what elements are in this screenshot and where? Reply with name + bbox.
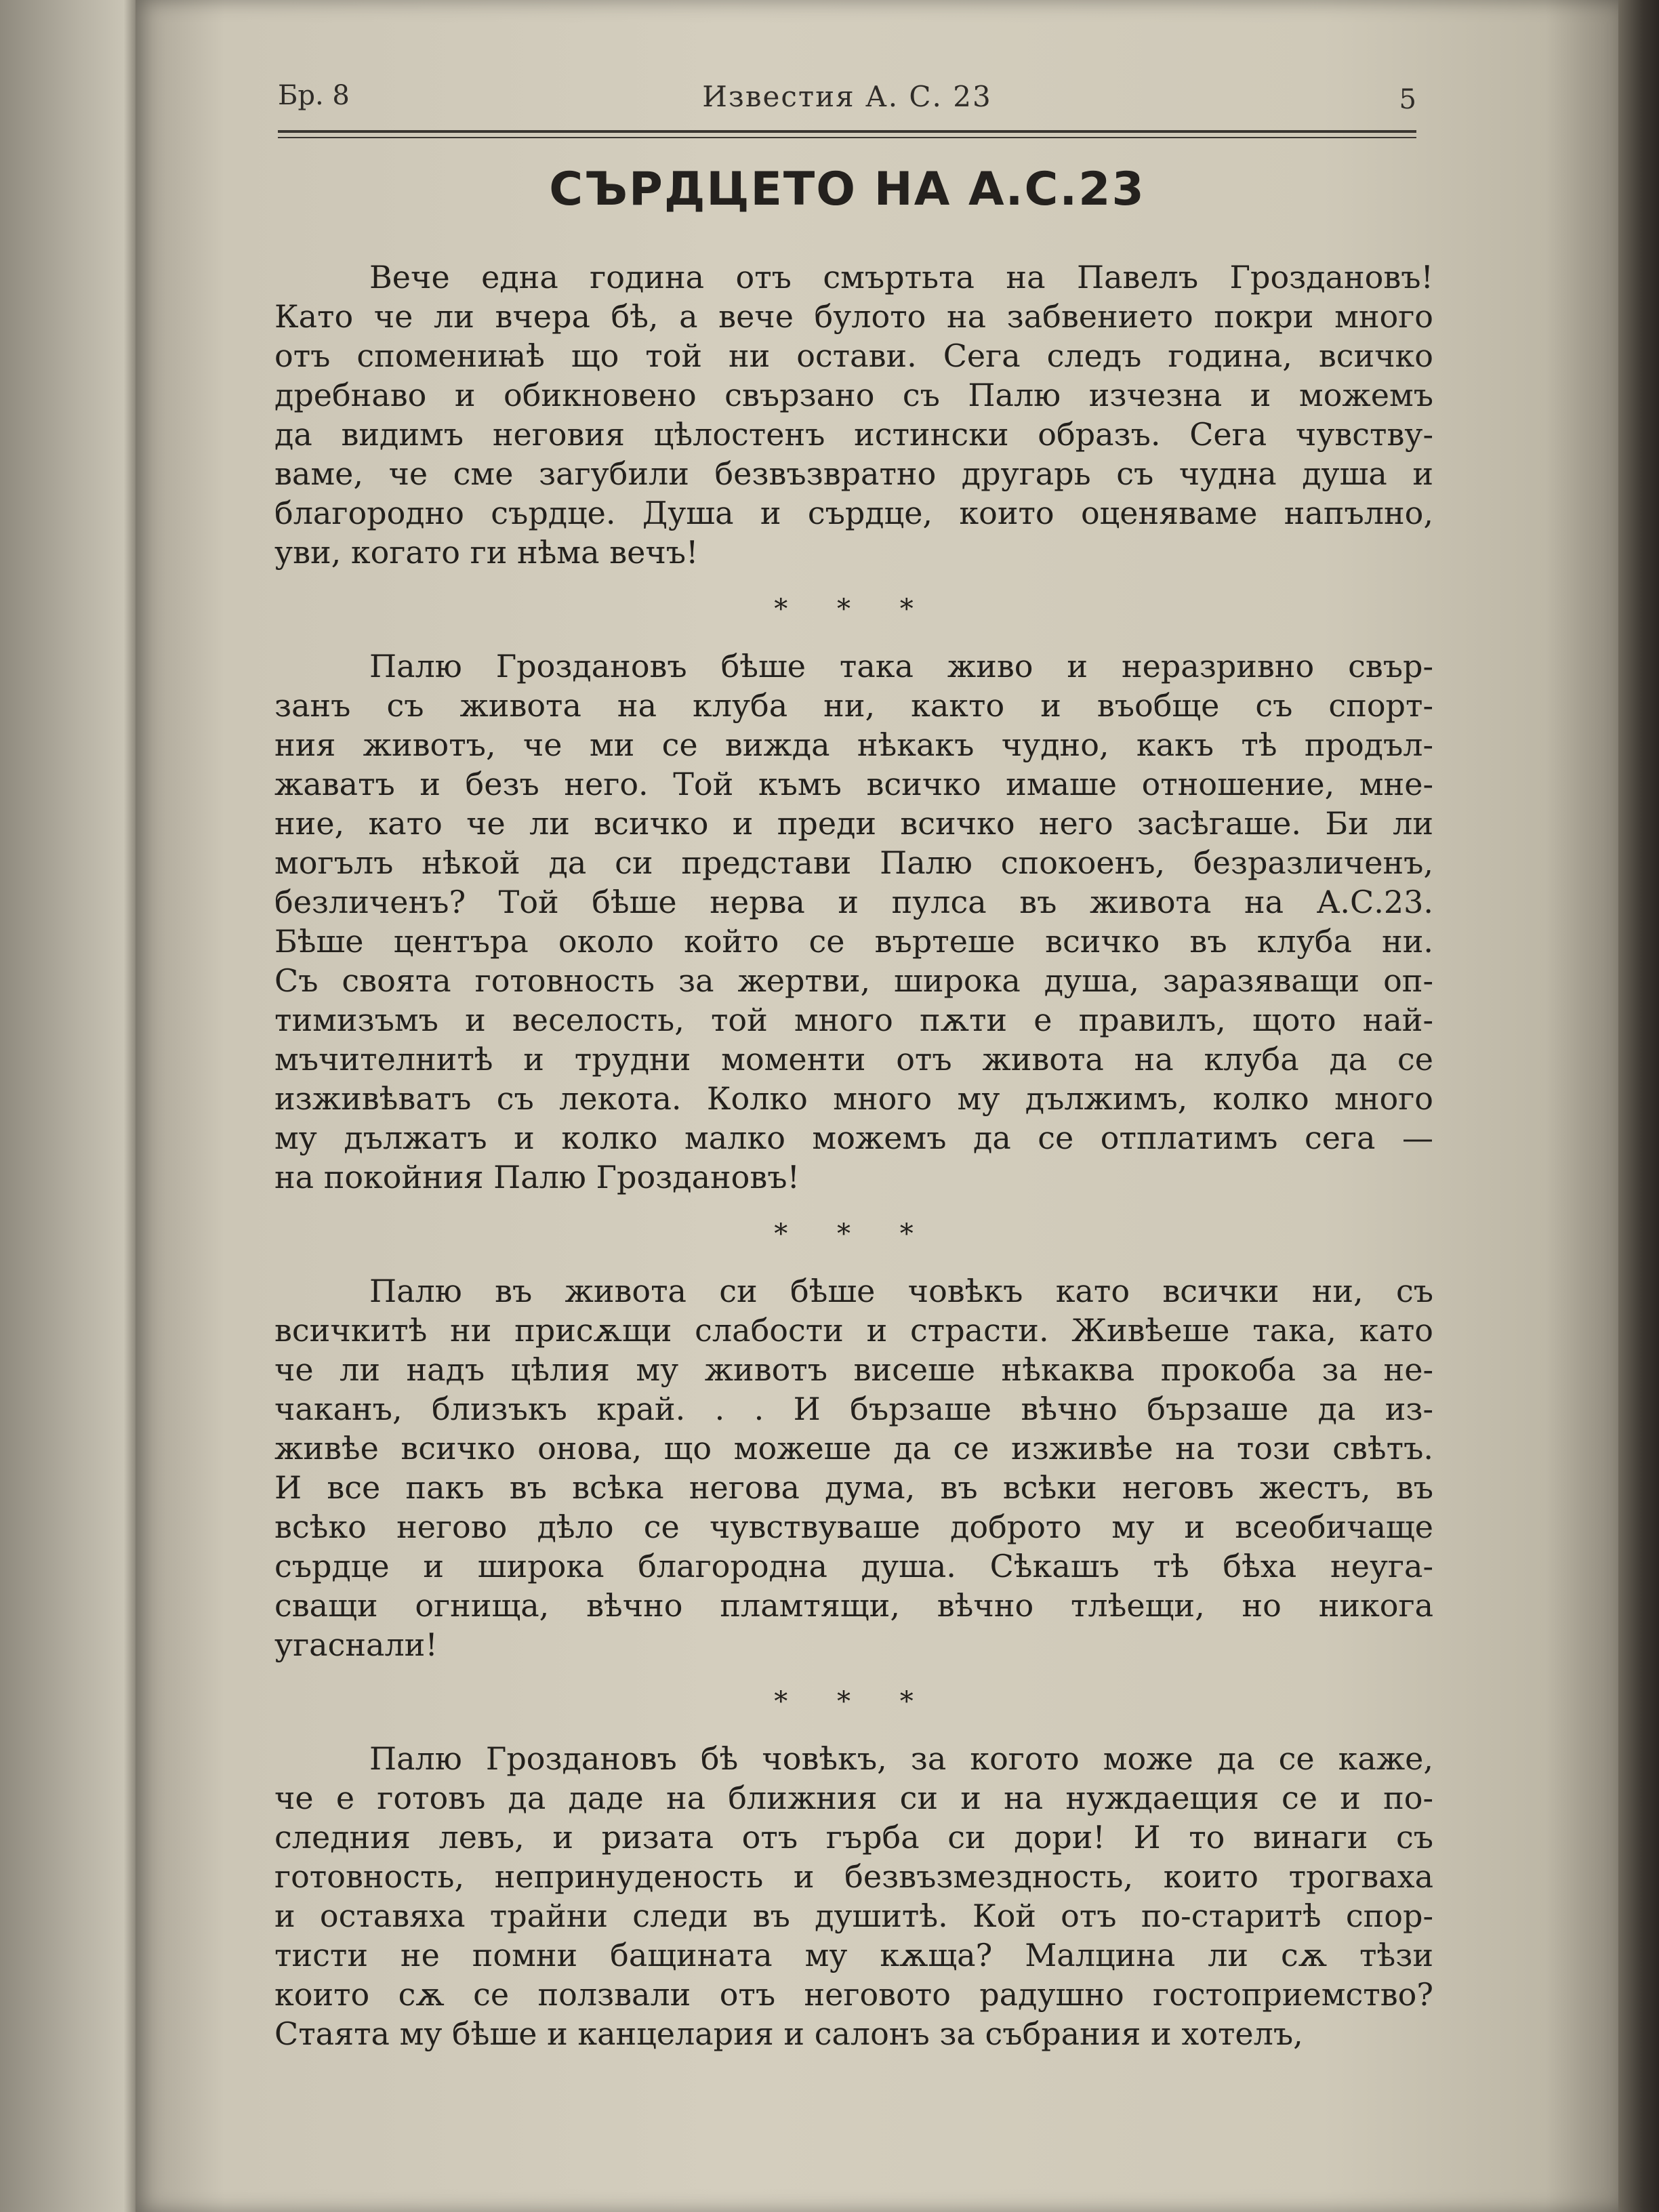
text-line: Вече една година отъ смъртьта на Павелъ Гроздановъ! [369,259,1433,295]
book-edge [1618,0,1659,2212]
text-line: да видимъ неговия цѣлостенъ истински образъ. Сега чувству- [274,416,1433,453]
text-line: ния животъ, че ми се вижда нѣкакъ чудно, какъ тѣ продъл- [274,726,1433,763]
text-line: безличенъ? Той бѣше нерва и пулса въ живота на А.С.23. [274,884,1433,920]
header-rule [278,130,1416,133]
text-line: занъ съ живота на клуба ни, както и въобще съ спорт- [274,687,1433,724]
section-separator: * * * [774,594,934,625]
text-line: готовность, непринуденость и безвъзмездность, които трогваха [274,1858,1433,1895]
text-line: сърдце и широка благородна душа. Сѣкашъ тѣ бѣха неуга- [274,1548,1433,1584]
text-line: че е готовъ да даде на ближния си и на нуждаещия се и по- [274,1780,1433,1816]
text-line: които сѫ се ползвали отъ неговото радушно гостоприемство? [274,1976,1433,2013]
text-line: Съ своята готовность за жертви, широка душа, заразяващи оп- [274,962,1433,999]
facing-page-edge [0,0,146,2212]
text-line: сващи огнища, вѣчно пламтящи, вѣчно тлѣещи, но никога [274,1587,1433,1624]
text-line: живѣе всичко онова, що можеше да се изживѣе на този свѣтъ. [274,1430,1433,1467]
text-line: дребнаво и обикновено свързано съ Палю изчезна и можемъ [274,377,1433,413]
text-line: Бѣше центъра около който се въртеше всичко въ клуба ни. [274,923,1433,960]
text-line: мъчителнитѣ и трудни моменти отъ живота на клуба да се [274,1041,1433,1078]
text-line: уви, когато ги нѣма вечъ! [274,534,699,571]
publication-title: Известия А. С. 23 [702,80,992,113]
text-line: всѣко негово дѣло се чувствуваше доброто му и всеобичаще [274,1509,1433,1545]
section-separator: * * * [774,1686,934,1717]
text-line: изживѣватъ съ лекота. Колко много му дължимъ, колко много [274,1080,1433,1117]
text-line: чаканъ, близъкъ край. . . И бързаше вѣчно бързаше да из- [274,1391,1433,1427]
header-rule-thin [278,137,1416,138]
text-line: жаватъ и безъ него. Той къмъ всичко имаше отношение, мне- [274,766,1433,802]
issue-number: Бр. 8 [278,80,350,111]
text-line: на покойния Палю Гроздановъ! [274,1159,800,1195]
article-title: СЪРДЦЕТО НА А.С.23 [549,163,1145,216]
text-line: отъ спомениꙗѣ що той ни остави. Сега следъ година, всичко [274,337,1433,374]
text-line: Палю Гроздановъ бѣше така живо и неразривно свър- [369,648,1433,684]
page-number: 5 [1399,84,1416,115]
text-line: благородно сърдце. Душа и сърдце, които оценяваме напълно, [274,495,1433,531]
text-line: и оставяха трайни следи въ душитѣ. Кой отъ по-старитѣ спор- [274,1898,1433,1934]
text-line: могълъ нѣкой да си представи Палю спокоенъ, безразличенъ, [274,844,1433,881]
text-line: че ли надъ цѣлия му животъ висеше нѣкаква прокоба за не- [274,1351,1433,1388]
text-line: Като че ли вчера бѣ, а вече булото на забвението покри много [274,298,1433,335]
text-line: следния левъ, и ризата отъ гърба си дори! И то винаги съ [274,1819,1433,1856]
text-line: И все пакъ въ всѣка негова дума, въ всѣки неговъ жестъ, въ [274,1469,1433,1506]
text-line: му дължатъ и колко малко можемъ да се отплатимъ сега — [274,1120,1433,1156]
text-line: Палю въ живота си бѣше човѣкъ като всички ни, съ [369,1273,1433,1309]
text-line: тимизъмъ и веселость, той много пѫти е правилъ, щото най- [274,1002,1433,1038]
text-line: Палю Гроздановъ бѣ човѣкъ, за когото може да се каже, [369,1740,1433,1777]
text-line: угаснали! [274,1626,438,1663]
text-line: ние, като че ли всичко и преди всичко него засѣгаше. Би ли [274,805,1433,842]
section-separator: * * * [774,1218,934,1250]
text-line: всичкитѣ ни присѫщи слабости и страсти. Живѣеше така, като [274,1312,1433,1349]
text-line: ваме, че сме загубили безвъзвратно другарь съ чудна душа и [274,455,1433,492]
running-header [278,80,1416,134]
text-line: Стаята му бѣше и канцелария и салонъ за събрания и хотелъ, [274,2015,1303,2052]
text-line: тисти не помни бащината му кѫща? Малцина ли сѫ тѣзи [274,1937,1433,1973]
article-body [274,258,1433,2053]
